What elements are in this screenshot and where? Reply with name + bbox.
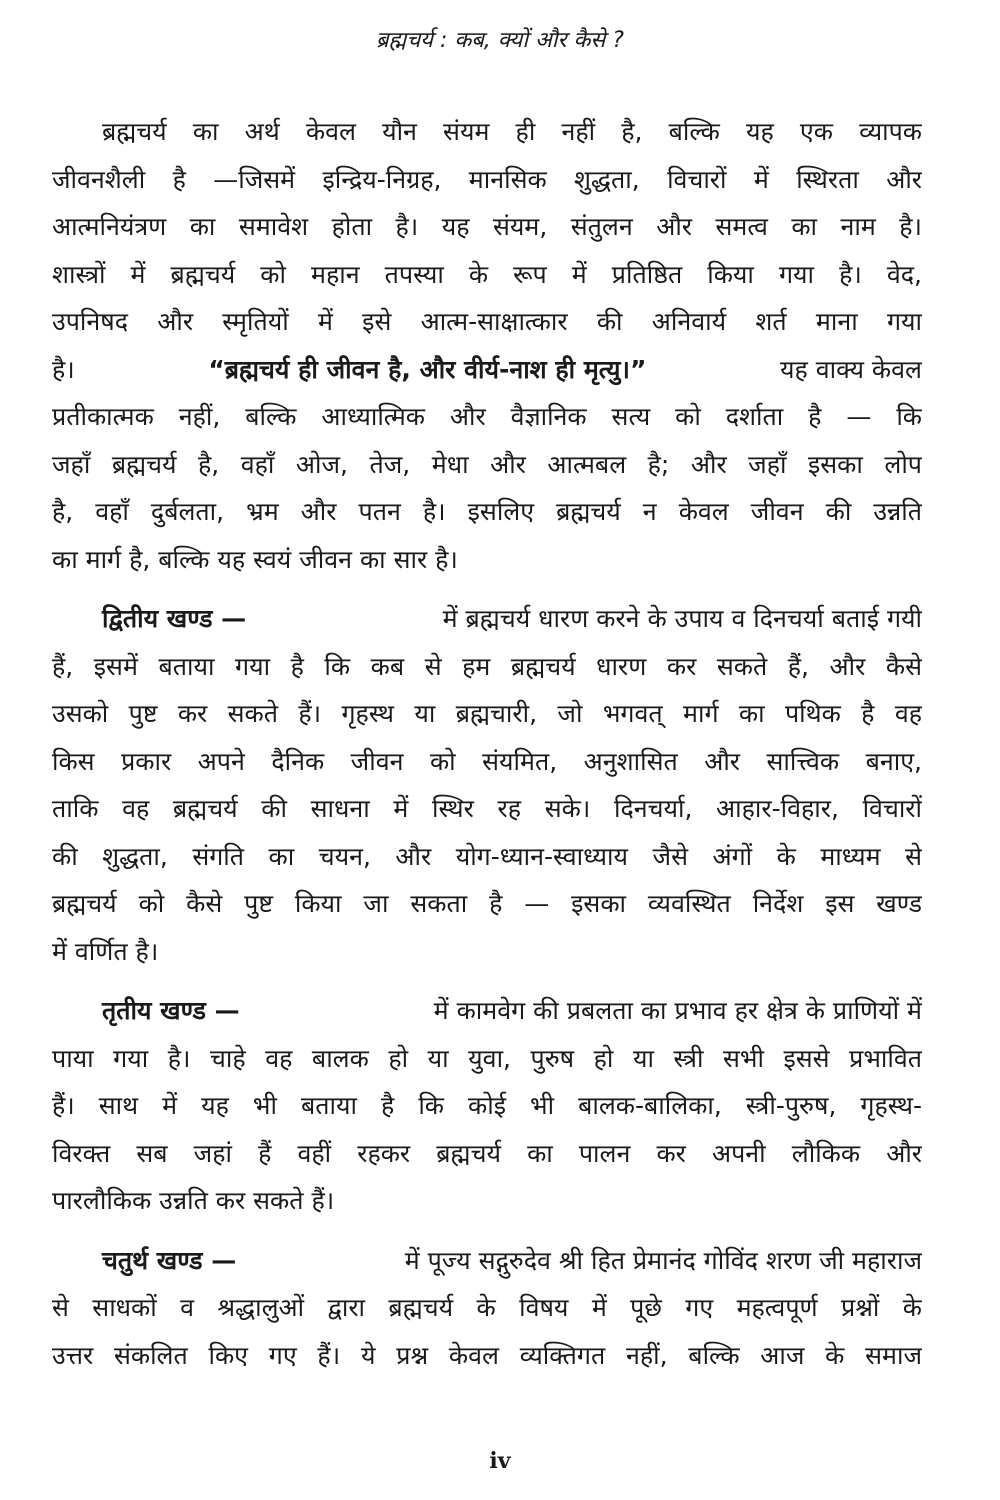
text-line: जहाँ ब्रह्मचर्य है, वहाँ ओज, तेज, मेधा और आत्मबल है; और जहाँ इसका लोप <box>52 449 922 479</box>
page-body <box>52 108 922 1379</box>
section-two-paragraph <box>52 595 922 975</box>
text-line: उत्तर संकलित किए गए हैं। ये प्रश्न केवल व्यक्तिगत नहीं, बल्कि आज के समाज <box>52 1340 922 1370</box>
text-line: शास्त्रों में ब्रह्मचर्य को महान तपस्या के रूप में प्रतिष्ठित किया गया है। वेद, <box>52 259 922 289</box>
text-line: हैं, इसमें बताया गया है कि कब से हम ब्रह्मचर्य धारण कर सकते हैं, और कैसे <box>52 651 922 681</box>
text-line: किस प्रकार अपने दैनिक जीवन को संयमित, अनुशासित और सात्त्विक बनाए, <box>52 746 922 776</box>
text-line: की शुद्धता, संगति का चयन, और योग-ध्यान-स्वाध्याय जैसे अंगों के माध्यम से <box>52 841 922 871</box>
text-fragment: में पूज्य सद्गुरुदेव श्री हित प्रेमानंद गोविंद शरण जी महाराज <box>404 1245 922 1275</box>
section-heading: तृतीय खण्ड — <box>102 996 240 1025</box>
text-line: है, वहाँ दुर्बलता, भ्रम और पतन है। इसलिए ब्रह्मचर्य न केवल जीवन की उन्नति <box>52 497 922 526</box>
text-line: पारलौकिक उन्नति कर सकते हैं। <box>52 1186 335 1215</box>
section-first-line <box>52 1237 922 1285</box>
text-line: ब्रह्मचर्य को कैसे पुष्ट किया जा सकता है — इसका व्यवस्थित निर्देश इस खण्ड <box>52 889 922 918</box>
text-line: ताकि वह ब्रह्मचर्य की साधना में स्थिर रह सके। दिनचर्या, आहार-विहार, विचारों <box>52 794 922 823</box>
page-number: iv <box>489 1448 511 1474</box>
text-fragment: यह वाक्य केवल <box>780 354 922 384</box>
running-header: ब्रह्मचर्य : कब, क्यों और कैसे ? <box>376 28 624 53</box>
text-fragment: में कामवेग की प्रबलता का प्रभाव हर क्षेत्र के प्राणियों में <box>433 996 922 1025</box>
text-line: आत्मनियंत्रण का समावेश होता है। यह संयम, संतुलन और समत्व का नाम है। <box>52 212 922 241</box>
text-line: उपनिषद और स्मृतियों में इसे आत्म-साक्षात्कार की अनिवार्य शर्त माना गया <box>52 307 922 336</box>
section-heading: चतुर्थ खण्ड — <box>102 1245 237 1275</box>
text-line: विरक्त सब जहां हैं वहीं रहकर ब्रह्मचर्य का पालन कर अपनी लौकिक और <box>52 1138 922 1168</box>
text-fragment: है। <box>52 354 75 384</box>
text-fragment: में ब्रह्मचर्य धारण करने के उपाय व दिनचर्या बताई गयी <box>442 604 922 633</box>
text-line: उसको पुष्ट कर सकते हैं। गृहस्थ या ब्रह्मचारी, जो भगवत् मार्ग का पथिक है वह <box>52 699 922 728</box>
section-heading: द्वितीय खण्ड — <box>102 604 247 633</box>
text-line: में वर्णित है। <box>52 936 159 966</box>
text-line: ब्रह्मचर्य का अर्थ केवल यौन संयम ही नहीं है, बल्कि यह एक व्यापक <box>102 117 922 146</box>
text-line: से साधकों व श्रद्धालुओं द्वारा ब्रह्मचर्य के विषय में पूछे गए महत्वपूर्ण प्रश्नों के <box>52 1293 922 1322</box>
quote-line <box>52 346 922 394</box>
emphasized-quote: “ब्रह्मचर्य ही जीवन है, और वीर्य-नाश ही मृत्यु।” <box>208 354 647 384</box>
intro-paragraph <box>52 108 922 583</box>
text-line: का मार्ग है, बल्कि यह स्वयं जीवन का सार है। <box>52 544 458 574</box>
text-line: प्रतीकात्मक नहीं, बल्कि आध्यात्मिक और वैज्ञानिक सत्य को दर्शाता है — कि <box>52 402 922 431</box>
text-line: पाया गया है। चाहे वह बालक हो या युवा, पुरुष हो या स्त्री सभी इससे प्रभावित <box>52 1043 922 1073</box>
section-first-line <box>52 595 922 643</box>
text-line: जीवनशैली है —जिसमें इन्द्रिय-निग्रह, मानसिक शुद्धता, विचारों में स्थिरता और <box>52 164 922 194</box>
section-four-paragraph <box>52 1237 922 1380</box>
section-first-line <box>52 987 922 1035</box>
text-line: हैं। साथ में यह भी बताया है कि कोई भी बालक-बालिका, स्त्री-पुरुष, गृहस्थ- <box>52 1091 922 1120</box>
section-three-paragraph <box>52 987 922 1225</box>
